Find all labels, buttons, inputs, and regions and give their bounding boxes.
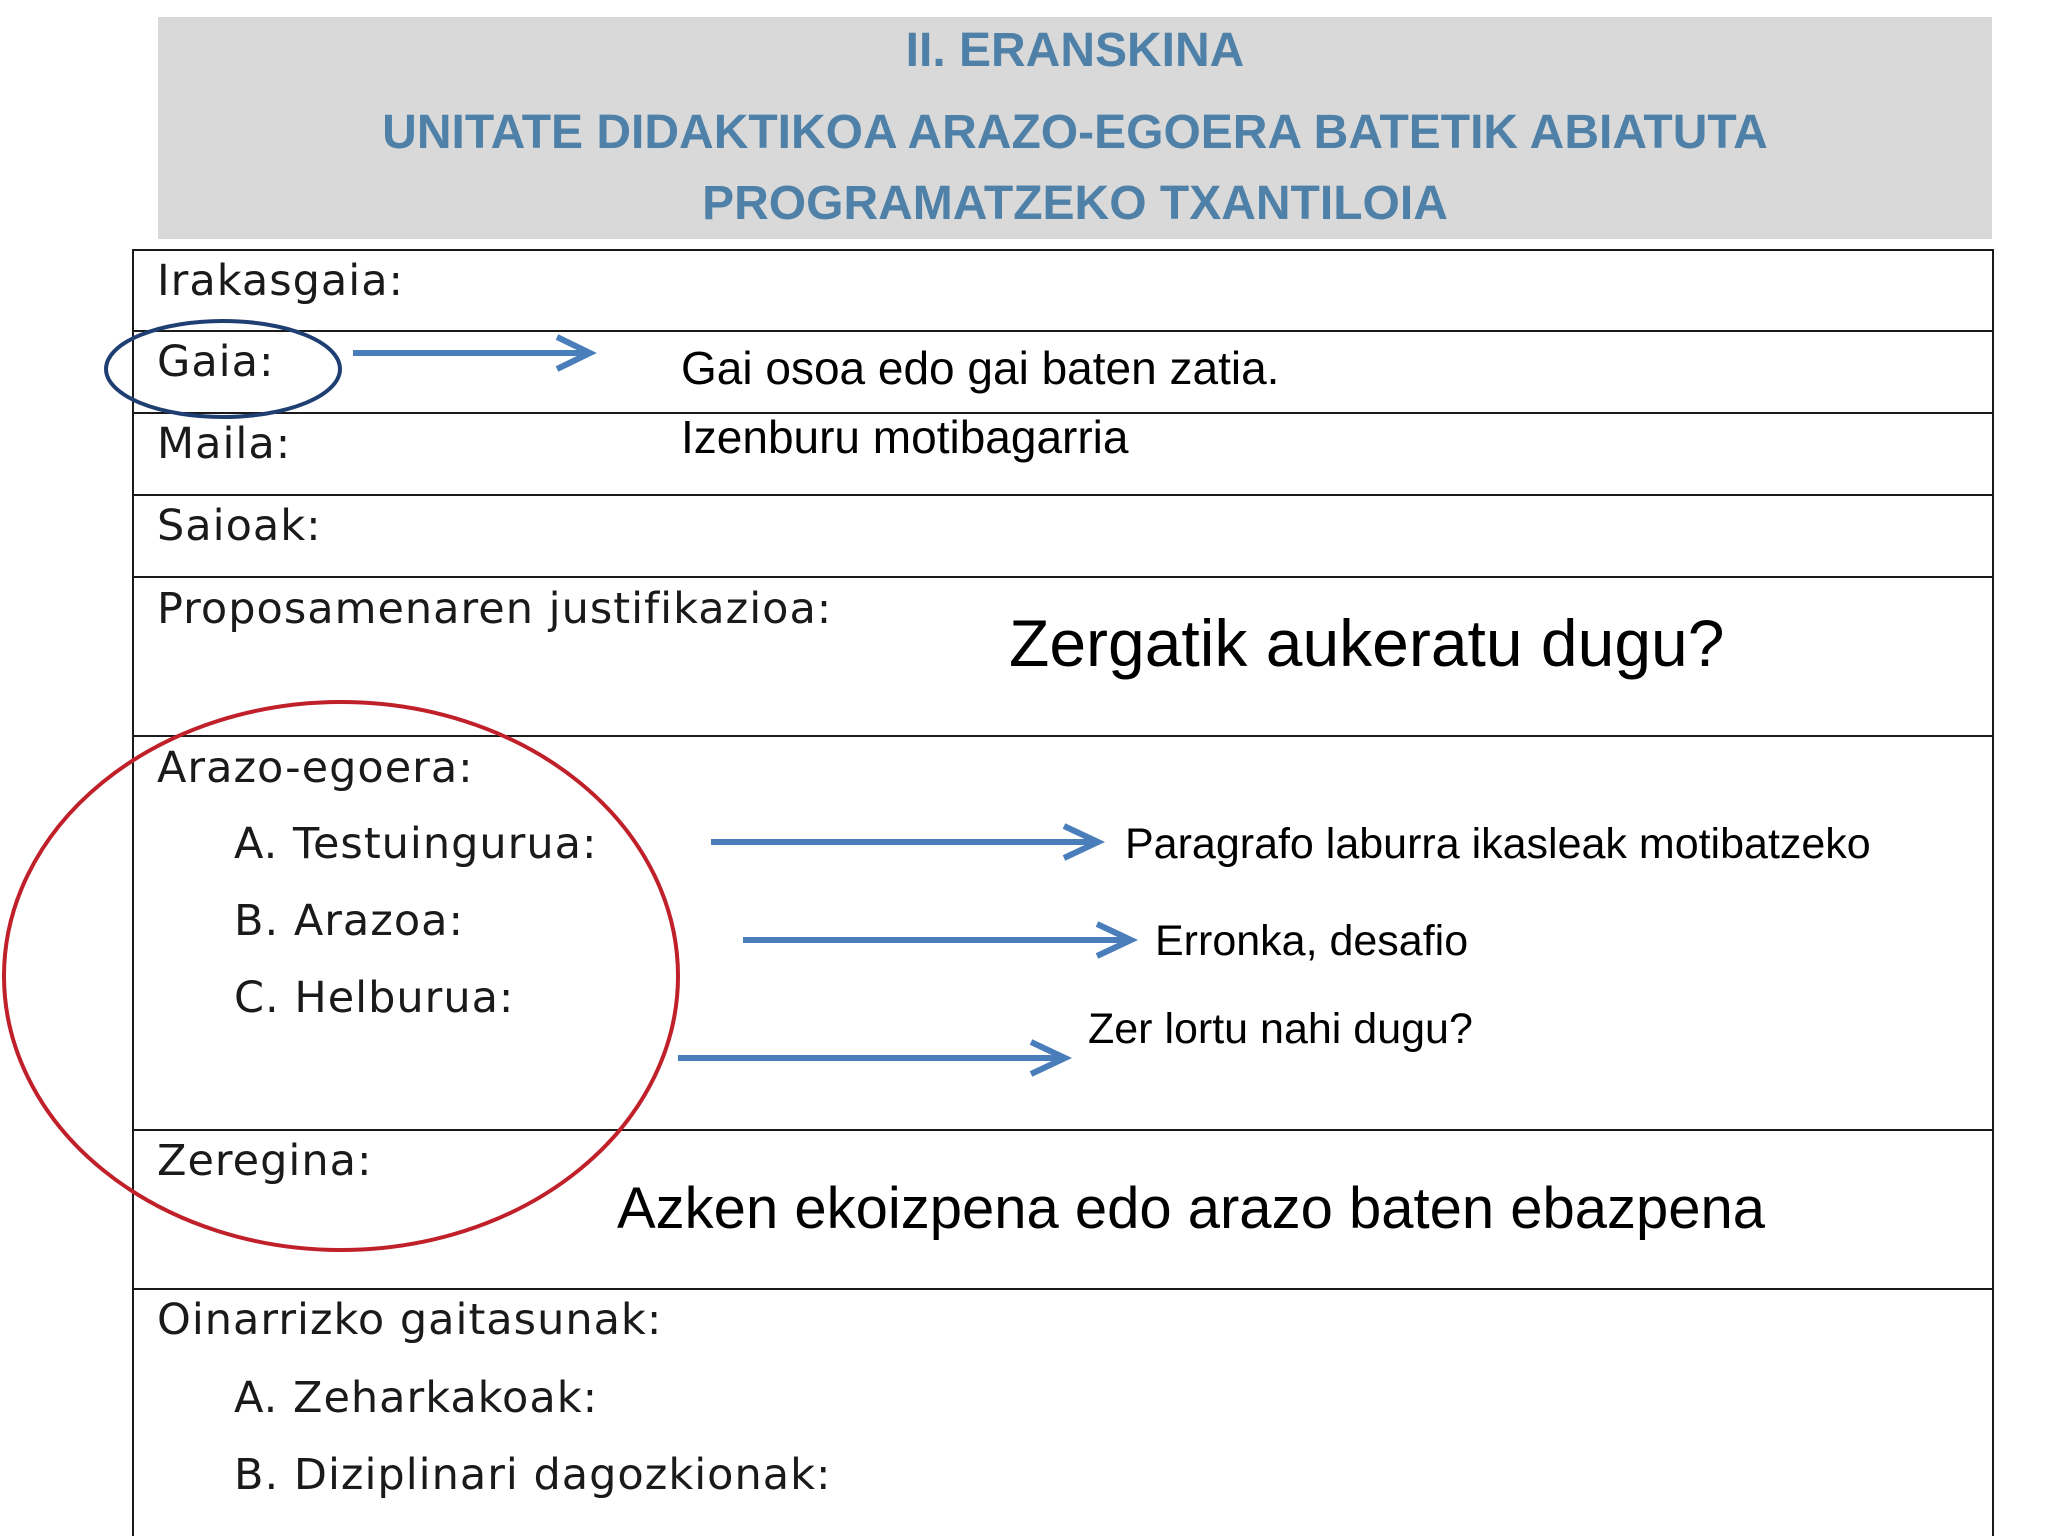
field-arazoa: B. Arazoa:	[234, 896, 464, 946]
field-saioak: Saioak:	[157, 501, 322, 551]
field-diziplinari-dagozkionak: B. Diziplinari dagozkionak:	[234, 1450, 832, 1500]
field-oinarrizko-gaitasunak: Oinarrizko gaitasunak:	[157, 1295, 663, 1345]
field-irakasgaia: Irakasgaia:	[157, 256, 405, 306]
annex-title: II. ERANSKINA	[905, 24, 1245, 77]
justifikazioa-note: Zergatik aukeratu dugu?	[1009, 606, 1725, 680]
field-maila: Maila:	[157, 419, 292, 469]
field-zeharkakoak: A. Zeharkakoak:	[234, 1373, 599, 1423]
template-title-line-1: UNITATE DIDAKTIKOA ARAZO-EGOERA BATETIK ABIATUTA	[382, 106, 1768, 159]
template-title-line-2: PROGRAMATZEKO TXANTILOIA	[702, 177, 1448, 230]
field-zeregina: Zeregina:	[157, 1136, 373, 1186]
field-testuingurua: A. Testuingurua:	[234, 819, 598, 869]
testuingurua-note: Paragrafo laburra ikasleak motibatzeko	[1125, 820, 1871, 868]
gaia-note-2: Izenburu motibagarria	[681, 411, 1129, 463]
row-divider	[132, 1129, 1994, 1131]
gaia-note-1: Gai osoa edo gai baten zatia.	[681, 342, 1280, 394]
row-divider	[132, 330, 1994, 332]
helburua-note: Zer lortu nahi dugu?	[1088, 1005, 1473, 1053]
row-divider	[132, 576, 1994, 578]
field-gaia: Gaia:	[157, 337, 275, 387]
arazoa-note: Erronka, desafio	[1155, 917, 1469, 965]
row-divider	[132, 735, 1994, 737]
row-divider	[132, 1288, 1994, 1290]
zeregina-note: Azken ekoizpena edo arazo baten ebazpena	[617, 1176, 1765, 1241]
field-arazo-egoera: Arazo-egoera:	[157, 743, 474, 793]
row-divider	[132, 494, 1994, 496]
field-helburua: C. Helburua:	[234, 973, 515, 1023]
field-justifikazioa: Proposamenaren justifikazioa:	[157, 584, 833, 634]
